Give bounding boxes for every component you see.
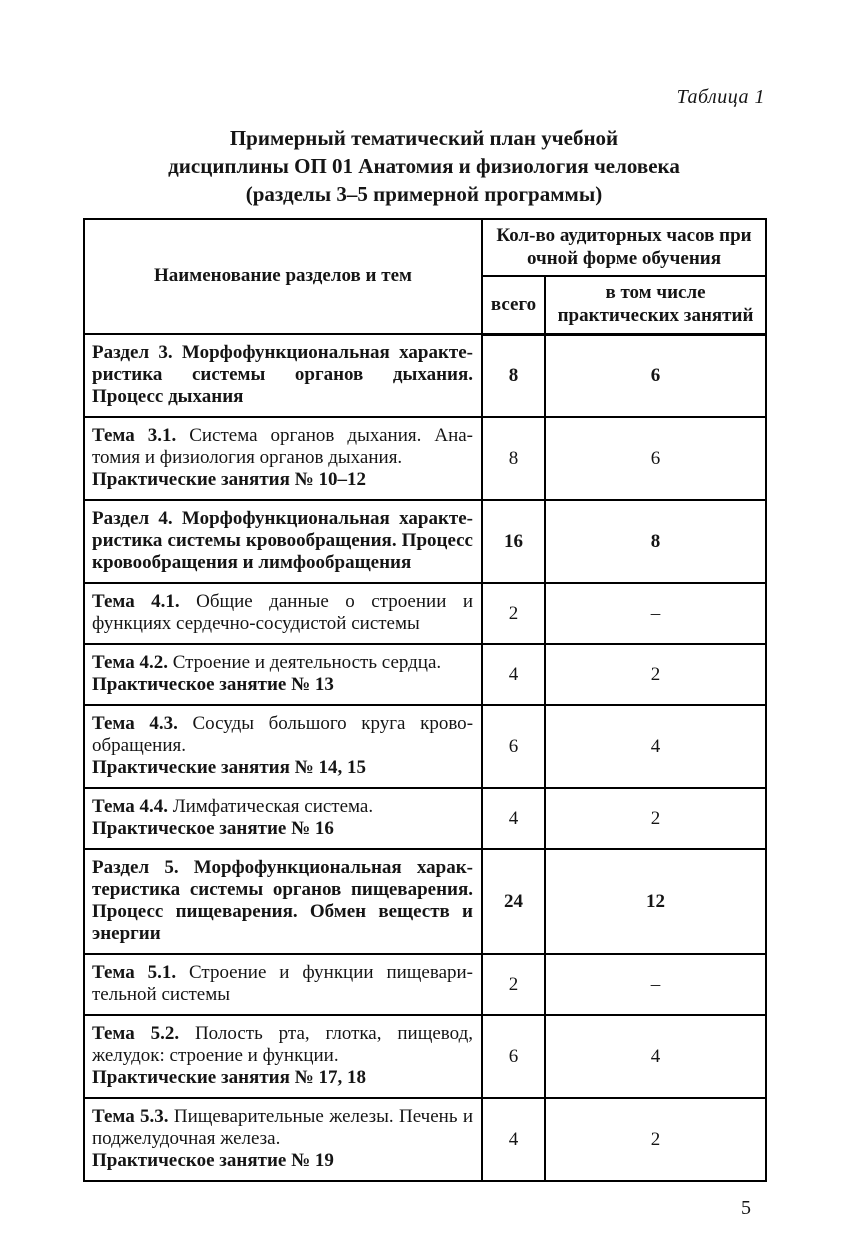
practical-hours-cell: 2 — [545, 1098, 766, 1181]
row-description-text: Пищеварительные железы. Печень и поджелудочная железа. — [92, 1106, 473, 1150]
practical-hours-cell: 8 — [545, 500, 766, 583]
total-hours-cell: 8 — [482, 334, 545, 417]
table-body — [84, 334, 766, 1181]
practical-session-label: Практическое занятие № 13 — [92, 674, 334, 696]
row-heading-label: Раздел 4. Морфофункциональная характеристика системы кровообращения. Процесс кровообращения и лимфообращения — [92, 508, 473, 574]
practical-hours-cell: 4 — [545, 1015, 766, 1098]
row-heading-label: Раздел 3. Морфофункциональная характеристика системы органов дыхания. Процесс дыхания — [92, 342, 473, 408]
page-number: 5 — [741, 1197, 751, 1220]
row-name-cell — [84, 1098, 482, 1181]
row-name-text — [92, 342, 473, 408]
row-heading-label: Тема 4.2. — [92, 652, 173, 674]
row-name-cell — [84, 705, 482, 788]
row-description-text: Общие данные о строении и функциях сердечно-сосудистой системы — [92, 591, 473, 635]
column-header-name: Наименование разделов и тем — [84, 219, 482, 335]
practical-hours-cell: – — [545, 583, 766, 644]
page-title-line-1: Примерный тематический план учебной — [229, 126, 619, 150]
table-row — [84, 1098, 766, 1181]
table-row — [84, 788, 766, 849]
column-header-total: всего — [482, 276, 545, 334]
table-row — [84, 583, 766, 644]
row-name-cell — [84, 1015, 482, 1098]
row-heading-label: Тема 5.2. — [92, 1023, 195, 1045]
row-name-cell — [84, 849, 482, 954]
row-name-text — [92, 652, 473, 674]
row-description-text: Лимфатическая система. — [172, 796, 374, 818]
total-hours-cell: 2 — [482, 583, 545, 644]
row-name-cell — [84, 788, 482, 849]
practical-session-label: Практические занятия № 14, 15 — [92, 757, 366, 779]
row-name-text — [92, 857, 473, 945]
page-title-line-3: (разделы 3–5 примерной программы) — [245, 181, 603, 206]
row-name-cell — [84, 583, 482, 644]
practical-hours-cell: 12 — [545, 849, 766, 954]
practical-hours-cell: 6 — [545, 334, 766, 417]
table-row — [84, 334, 766, 417]
practical-hours-cell: – — [545, 954, 766, 1015]
row-heading-label: Тема 4.1. — [92, 591, 197, 613]
row-description-text: Полость рта, глотка, пищевод, желудок: строение и функции. — [92, 1023, 473, 1067]
practical-session-label: Практическое занятие № 19 — [92, 1150, 334, 1172]
total-hours-cell: 4 — [482, 788, 545, 849]
page-title — [83, 125, 765, 209]
total-hours-cell: 24 — [482, 849, 545, 954]
table-caption: Таблица 1 — [676, 86, 765, 108]
row-name-text — [92, 1023, 473, 1067]
column-header-hours-group: Кол-во аудиторных часов при очной форме обучения — [482, 219, 766, 277]
row-heading-label: Тема 4.4. — [92, 796, 173, 818]
row-name-text — [92, 591, 473, 635]
total-hours-cell: 8 — [482, 417, 545, 500]
row-name-cell — [84, 417, 482, 500]
table-row — [84, 500, 766, 583]
table-header — [84, 219, 766, 335]
row-name-cell — [84, 644, 482, 705]
table-row — [84, 954, 766, 1015]
row-description-text: Строение и функции пищеварительной системы — [92, 962, 473, 1006]
row-description-text: Строение и деятельность сердца. — [172, 652, 442, 674]
column-header-practical: в том числе практических занятий — [545, 276, 766, 334]
row-heading-label: Тема 4.3. — [92, 713, 193, 735]
row-name-text — [92, 1106, 473, 1150]
thematic-plan-table — [83, 218, 767, 1183]
total-hours-cell: 6 — [482, 705, 545, 788]
row-description-text: Система органов дыхания. Анатомия и физиология органов дыхания. — [92, 425, 473, 469]
total-hours-cell: 6 — [482, 1015, 545, 1098]
row-name-text — [92, 425, 473, 469]
practical-session-label: Практические занятия № 10–12 — [92, 469, 366, 491]
row-heading-label: Тема 5.1. — [92, 962, 189, 984]
practical-hours-cell: 4 — [545, 705, 766, 788]
row-name-cell — [84, 954, 482, 1015]
row-heading-label: Раздел 5. Морфофункциональная характеристика системы органов пищеварения. Процесс пищеварения. Обмен веществ и энергии — [92, 857, 473, 945]
page-title-line-2: дисциплины ОП 01 Анатомия и физиология человека — [168, 153, 680, 178]
practical-session-label: Практические занятия № 17, 18 — [92, 1067, 366, 1089]
row-name-cell — [84, 500, 482, 583]
table-row — [84, 849, 766, 954]
row-name-text — [92, 962, 473, 1006]
row-heading-label: Тема 3.1. — [92, 425, 190, 447]
row-name-text — [92, 713, 473, 757]
practical-hours-cell: 2 — [545, 644, 766, 705]
document-page — [83, 0, 765, 1220]
row-name-text — [92, 508, 473, 574]
practical-hours-cell: 6 — [545, 417, 766, 500]
table-row — [84, 1015, 766, 1098]
practical-hours-cell: 2 — [545, 788, 766, 849]
total-hours-cell: 4 — [482, 644, 545, 705]
row-description-text: Сосуды большого круга кровообращения. — [92, 713, 474, 757]
row-name-text — [92, 796, 473, 818]
table-row — [84, 705, 766, 788]
table-row — [84, 417, 766, 500]
table-row — [84, 644, 766, 705]
total-hours-cell: 16 — [482, 500, 545, 583]
total-hours-cell: 4 — [482, 1098, 545, 1181]
row-name-cell — [84, 334, 482, 417]
practical-session-label: Практическое занятие № 16 — [92, 818, 334, 840]
total-hours-cell: 2 — [482, 954, 545, 1015]
row-heading-label: Тема 5.3. — [92, 1106, 174, 1128]
